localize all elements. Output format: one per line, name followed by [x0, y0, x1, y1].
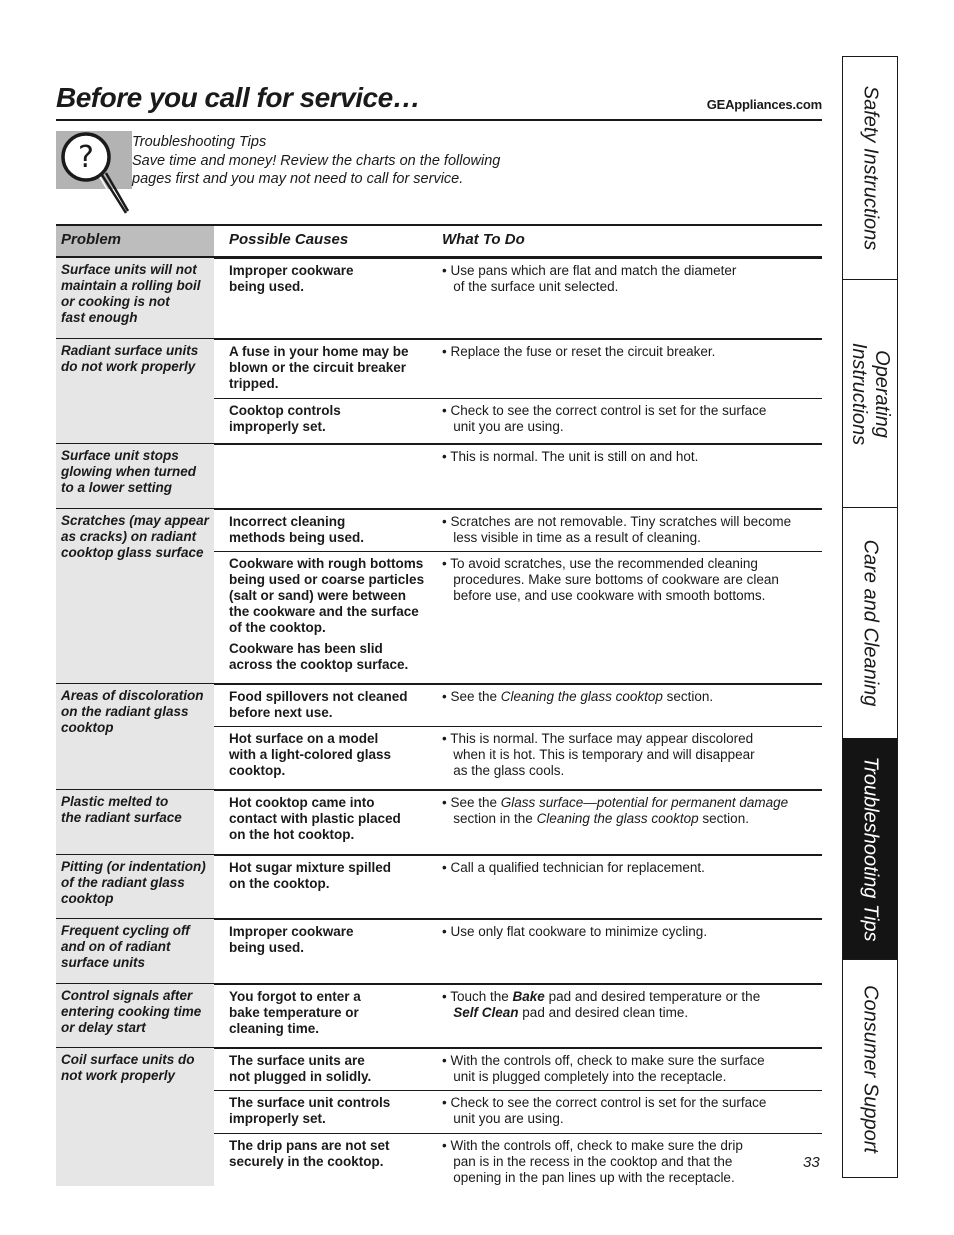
table-body [56, 258, 822, 1186]
what-to-do-line: • Replace the fuse or reset the circuit breaker. [442, 344, 716, 359]
problem-line: not work properly [61, 1068, 176, 1083]
cause-line: securely in the cooktop. [229, 1154, 384, 1169]
what-to-do-line: • To avoid scratches, use the recommended cleaning [442, 556, 758, 571]
possible-cause-cell [229, 263, 434, 295]
what-to-do-line: • Use only flat cookware to minimize cycling. [442, 924, 708, 939]
what-to-do-line: • With the controls off, check to make sure the surface [442, 1053, 765, 1068]
problem-line: Coil surface units do [61, 1052, 195, 1067]
cause-remedy-pair [214, 684, 822, 726]
cause-line: The drip pans are not set [229, 1138, 390, 1153]
table-row [56, 509, 822, 684]
tips-line: Troubleshooting Tips [132, 134, 267, 150]
problem-line: maintain a rolling boil [61, 278, 201, 293]
problem-cell [56, 919, 214, 983]
cause-line: Food spillovers not cleaned [229, 689, 408, 704]
what-to-do-cell [442, 1138, 814, 1186]
header-what-to-do: What To Do [442, 231, 525, 248]
header-problem: Problem [61, 231, 122, 248]
possible-cause-cell [229, 1053, 434, 1085]
table-row [56, 684, 822, 790]
what-to-do-cell [442, 514, 814, 546]
page-title: Before you call for service… [56, 82, 421, 113]
what-to-do-line: • This is normal. The surface may appear discolored [442, 731, 754, 746]
what-to-do-line: opening in the pan lines up with the receptacle. [442, 1170, 735, 1185]
cause-line: (salt or sand) were between [229, 588, 407, 603]
cause-line: Hot sugar mixture spilled [229, 860, 392, 875]
problem-line: cooktop [61, 891, 114, 906]
problem-cell [56, 509, 214, 683]
what-to-do-line: unit you are using. [442, 1111, 564, 1126]
possible-cause-cell [229, 1138, 434, 1170]
what-to-do-line: • Scratches are not removable. Tiny scratches will become [442, 514, 792, 529]
cause-line: contact with plastic placed [229, 811, 401, 826]
table-header [56, 224, 822, 258]
problem-cell [56, 444, 214, 508]
tab-label: Safety Instructions [859, 85, 882, 251]
what-to-do-cell [442, 731, 814, 779]
cause-remedy-pair [214, 258, 822, 339]
cause-line: cleaning time. [229, 1021, 320, 1036]
what-to-do-cell [442, 344, 814, 360]
cause-line: on the cooktop. [229, 876, 330, 891]
cause-line: Cooktop controls [229, 403, 341, 418]
problem-cell [56, 855, 214, 918]
what-to-do-line: • See the Cleaning the glass cooktop section. [442, 689, 714, 704]
table-row [56, 855, 822, 919]
what-to-do-cell [442, 795, 814, 827]
cause-line: The surface unit controls [229, 1095, 391, 1110]
possible-cause-cell [229, 1095, 434, 1127]
what-to-do-cell [442, 263, 814, 295]
cause-line: You forgot to enter a [229, 989, 361, 1004]
cause-remedy-pair [214, 1048, 822, 1090]
what-to-do-line: • Check to see the correct control is set for the surface [442, 403, 767, 418]
page-number: 33 [803, 1154, 820, 1171]
tips-line: Save time and money! Review the charts on the following [132, 152, 501, 169]
cause-remedy-pair [214, 509, 822, 551]
cause-line: with a light-colored glass [229, 747, 392, 762]
cause-line: Cookware has been slid [229, 641, 383, 656]
problem-line: fast enough [61, 310, 138, 325]
problem-line: Frequent cycling off [61, 923, 190, 938]
troubleshooting-tips-intro [56, 131, 556, 221]
cause-line: Hot surface on a model [229, 731, 379, 746]
tips-text [132, 133, 552, 189]
problem-line: Control signals after [61, 988, 193, 1003]
what-to-do-line: unit you are using. [442, 419, 564, 434]
cause-line: Incorrect cleaning [229, 514, 346, 529]
cause-line: cooktop. [229, 763, 286, 778]
problem-cell [56, 339, 214, 443]
what-to-do-cell [442, 989, 814, 1021]
what-to-do-cell [442, 1095, 814, 1127]
problem-cell [56, 790, 214, 854]
cause-line: on the hot cooktop. [229, 827, 355, 842]
problem-line: Surface units will not [61, 262, 197, 277]
cause-line: improperly set. [229, 1111, 326, 1126]
what-to-do-cell [442, 403, 814, 435]
possible-cause-cell [229, 731, 434, 779]
cause-remedy-pair [214, 444, 822, 509]
tab-operating-instructions[interactable] [843, 279, 897, 507]
problem-cell [56, 258, 214, 338]
cause-line: before next use. [229, 705, 333, 720]
problem-line: Pitting (or indentation) [61, 859, 206, 874]
cause-remedy-pair [214, 726, 822, 791]
possible-cause-cell [229, 403, 434, 435]
possible-cause-cell [229, 989, 434, 1037]
problem-line: cooktop glass surface [61, 545, 204, 560]
problem-cell [56, 984, 214, 1047]
tab-label: Troubleshooting Tips [859, 756, 882, 942]
problem-line: Scratches (may appear [61, 513, 209, 528]
cause-line: bake temperature or [229, 1005, 359, 1020]
problem-line: do not work properly [61, 359, 196, 374]
tab-safety-instructions[interactable] [843, 57, 897, 279]
what-to-do-line: Self Clean pad and desired clean time. [453, 1005, 689, 1020]
cause-line: being used. [229, 279, 305, 294]
what-to-do-line: • Use pans which are flat and match the diameter [442, 263, 737, 278]
problem-line: or cooking is not [61, 294, 170, 309]
what-to-do-line: of the surface unit selected. [442, 279, 619, 294]
svg-text:?: ? [78, 140, 94, 175]
what-to-do-line: • Touch the Bake pad and desired temperature or the [442, 989, 761, 1004]
problem-line: Areas of discoloration [61, 688, 204, 703]
what-to-do-line: • Call a qualified technician for replacement. [442, 860, 705, 875]
cause-remedy-pair [214, 919, 822, 984]
problem-line: entering cooking time [61, 1004, 202, 1019]
title-divider [56, 119, 822, 121]
question-magnifier-icon [56, 131, 132, 217]
tab-consumer-support[interactable] [843, 959, 897, 1177]
what-to-do-line: before use, and use cookware with smooth bottoms. [442, 588, 766, 603]
problem-line: to a lower setting [61, 480, 173, 495]
cause-line: blown or the circuit breaker [229, 360, 407, 375]
problem-cell [56, 1048, 214, 1186]
problem-line: the radiant surface [61, 810, 182, 825]
problem-line: surface units [61, 955, 146, 970]
section-tabs [842, 56, 898, 1178]
cause-line: Hot cooktop came into [229, 795, 375, 810]
possible-cause-cell [229, 860, 434, 892]
table-row [56, 339, 822, 444]
problem-line: Surface unit stops [61, 448, 179, 463]
website-link[interactable]: GEAppliances.com [706, 97, 822, 112]
tips-line: pages first and you may not need to call for service. [132, 171, 464, 187]
cause-line: tripped. [229, 376, 279, 391]
table-row [56, 790, 822, 855]
what-to-do-line: pan is in the recess in the cooktop and that the [442, 1154, 733, 1169]
problem-line: Radiant surface units [61, 343, 199, 358]
what-to-do-line: • See the Glass surface—potential for permanent damage [442, 795, 789, 810]
cause-remedy-pair [214, 398, 822, 445]
cause-line: not plugged in solidly. [229, 1069, 372, 1084]
what-to-do-line: less visible in time as a result of cleaning. [442, 530, 701, 545]
what-to-do-line: • This is normal. The unit is still on and hot. [442, 449, 699, 464]
cause-remedy-pair [214, 790, 822, 855]
table-row [56, 258, 822, 339]
problem-line: cooktop [61, 720, 114, 735]
tab-label: Consumer Support [859, 984, 882, 1153]
cause-line: Improper cookware [229, 263, 354, 278]
problem-line: of the radiant glass [61, 875, 185, 890]
cause-line: Cookware with rough bottoms [229, 556, 424, 571]
possible-cause-cell [229, 556, 434, 673]
possible-cause-cell [229, 795, 434, 843]
cause-line: the cookware and the surface [229, 604, 419, 619]
possible-cause-cell [229, 689, 434, 721]
cause-line: methods being used. [229, 530, 365, 545]
what-to-do-line: section in the Cleaning the glass cooktop section. [442, 811, 749, 826]
what-to-do-line: unit is plugged completely into the receptacle. [442, 1069, 727, 1084]
what-to-do-cell [442, 556, 814, 604]
cause-remedy-pair [214, 1133, 822, 1189]
header-possible-causes: Possible Causes [229, 231, 349, 248]
tab-label: Operating Instructions [848, 342, 893, 445]
table-row [56, 919, 822, 984]
problem-line: and on of radiant [61, 939, 171, 954]
tab-troubleshooting-tips[interactable] [843, 738, 897, 959]
what-to-do-line: as the glass cools. [442, 763, 565, 778]
cause-remedy-pair [214, 339, 822, 398]
what-to-do-line: when it is hot. This is temporary and will disappear [442, 747, 755, 762]
cause-line: being used. [229, 940, 305, 955]
what-to-do-line: • Check to see the correct control is set for the surface [442, 1095, 767, 1110]
what-to-do-cell [442, 1053, 814, 1085]
what-to-do-cell [442, 689, 814, 705]
cause-line: across the cooktop surface. [229, 657, 409, 672]
problem-line: or delay start [61, 1020, 146, 1035]
cause-line: Improper cookware [229, 924, 354, 939]
what-to-do-cell [442, 924, 814, 940]
tab-label: Care and Cleaning [859, 539, 882, 707]
problem-line: as cracks) on radiant [61, 529, 197, 544]
cause-line: being used or coarse particles [229, 572, 425, 587]
troubleshooting-table [56, 224, 822, 1186]
cause-line: of the cooktop. [229, 620, 326, 635]
tab-care-and-cleaning[interactable] [843, 507, 897, 738]
problem-line: on the radiant glass [61, 704, 189, 719]
cause-remedy-pair [214, 1090, 822, 1133]
table-row [56, 984, 822, 1048]
table-row [56, 444, 822, 509]
problem-line: glowing when turned [61, 464, 196, 479]
table-row [56, 1048, 822, 1186]
cause-remedy-pair [214, 551, 822, 685]
possible-cause-cell [229, 344, 434, 392]
possible-cause-cell [229, 924, 434, 956]
cause-line: improperly set. [229, 419, 326, 434]
problem-line: Plastic melted to [61, 794, 169, 809]
what-to-do-line: procedures. Make sure bottoms of cookware are clean [442, 572, 779, 587]
problem-cell [56, 684, 214, 789]
what-to-do-cell [442, 449, 814, 465]
cause-remedy-pair [214, 855, 822, 919]
cause-line: The surface units are [229, 1053, 365, 1068]
what-to-do-line: • With the controls off, check to make sure the drip [442, 1138, 743, 1153]
cause-remedy-pair [214, 984, 822, 1048]
what-to-do-cell [442, 860, 814, 876]
cause-line: A fuse in your home may be [229, 344, 409, 359]
possible-cause-cell [229, 514, 434, 546]
